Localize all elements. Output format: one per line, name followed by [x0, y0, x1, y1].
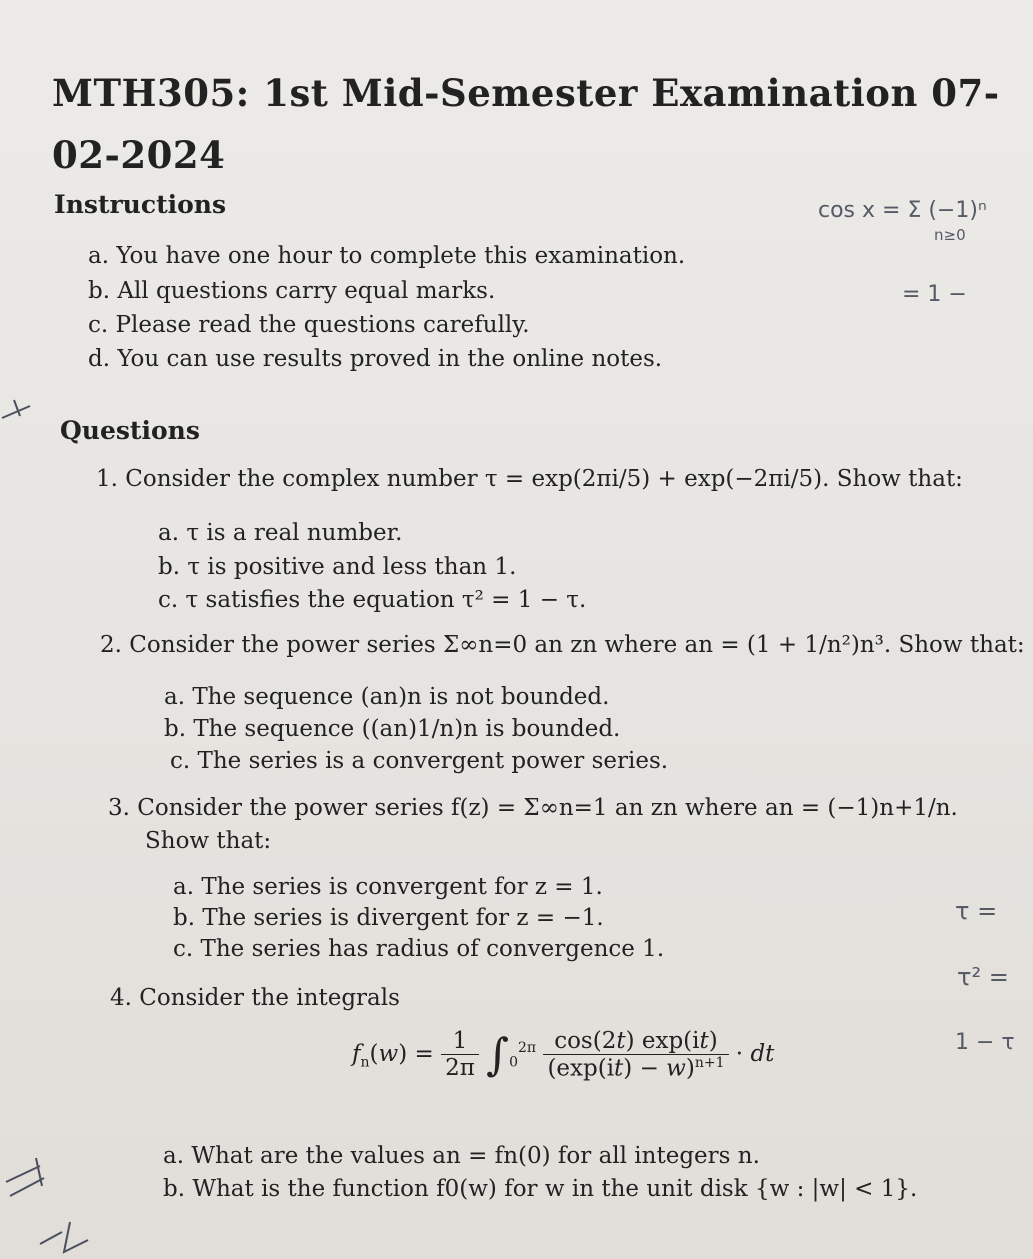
question-3-stem: 3. Consider the power series f(z) = Σ∞n=1 an zn where an = (−1)n+1/n.	[108, 795, 958, 821]
handwritten-note: τ² =	[957, 963, 1009, 991]
handwritten-note: n≥0	[934, 226, 966, 244]
question-1-part: c. τ satisfies the equation τ² = 1 − τ.	[158, 587, 587, 613]
instruction-item: c. Please read the questions carefully.	[88, 312, 530, 338]
integral-formula: $f_n(w)$ = $\frac{1}{2\pi}$ $\int_0^{2\pi}$ $\frac{\cos(2t) \exp(it)}{(\exp(it) - w)^{n+1}}$ · dt	[352, 1028, 775, 1082]
question-1-part: a. τ is a real number.	[158, 520, 403, 546]
question-4-part: a. What are the values an = fn(0) for all integers n.	[163, 1143, 760, 1169]
question-3-part: a. The series is convergent for z = 1.	[173, 874, 603, 900]
question-1-part: b. τ is positive and less than 1.	[158, 554, 517, 580]
instruction-item: d. You can use results proved in the online notes.	[88, 346, 663, 372]
question-4-stem: 4. Consider the integrals	[110, 985, 400, 1011]
question-2-part: b. The sequence ((an)1/n)n is bounded.	[164, 716, 621, 742]
handwritten-note: = 1 −	[902, 282, 967, 307]
question-3-part: c. The series has radius of convergence 1.	[173, 936, 665, 962]
question-2-stem: 2. Consider the power series Σ∞n=0 an zn where an = (1 + 1/n²)n³. Show that:	[100, 632, 1025, 658]
handwritten-note: cos x = Σ (−1)ⁿ	[818, 198, 987, 223]
questions-heading: Questions	[60, 416, 200, 445]
instruction-item: b. All questions carry equal marks.	[88, 278, 496, 304]
question-2-part: a. The sequence (an)n is not bounded.	[164, 684, 610, 710]
question-4-part: b. What is the function f0(w) for w in the unit disk {w : |w| < 1}.	[163, 1176, 918, 1202]
question-3-part: b. The series is divergent for z = −1.	[173, 905, 604, 931]
question-3-stem-cont: Show that:	[145, 828, 272, 854]
instruction-item: a. You have one hour to complete this examination.	[88, 243, 686, 269]
instructions-heading: Instructions	[54, 190, 227, 219]
handwritten-note: 1 − τ	[955, 1030, 1015, 1055]
question-1-stem: 1. Consider the complex number τ = exp(2πi/5) + exp(−2πi/5). Show that:	[96, 466, 963, 492]
handwritten-note: τ =	[955, 897, 998, 925]
page-title: MTH305: 1st Mid-Semester Examination 07-02-2024	[52, 71, 1000, 177]
question-2-part: c. The series is a convergent power series.	[170, 748, 669, 774]
